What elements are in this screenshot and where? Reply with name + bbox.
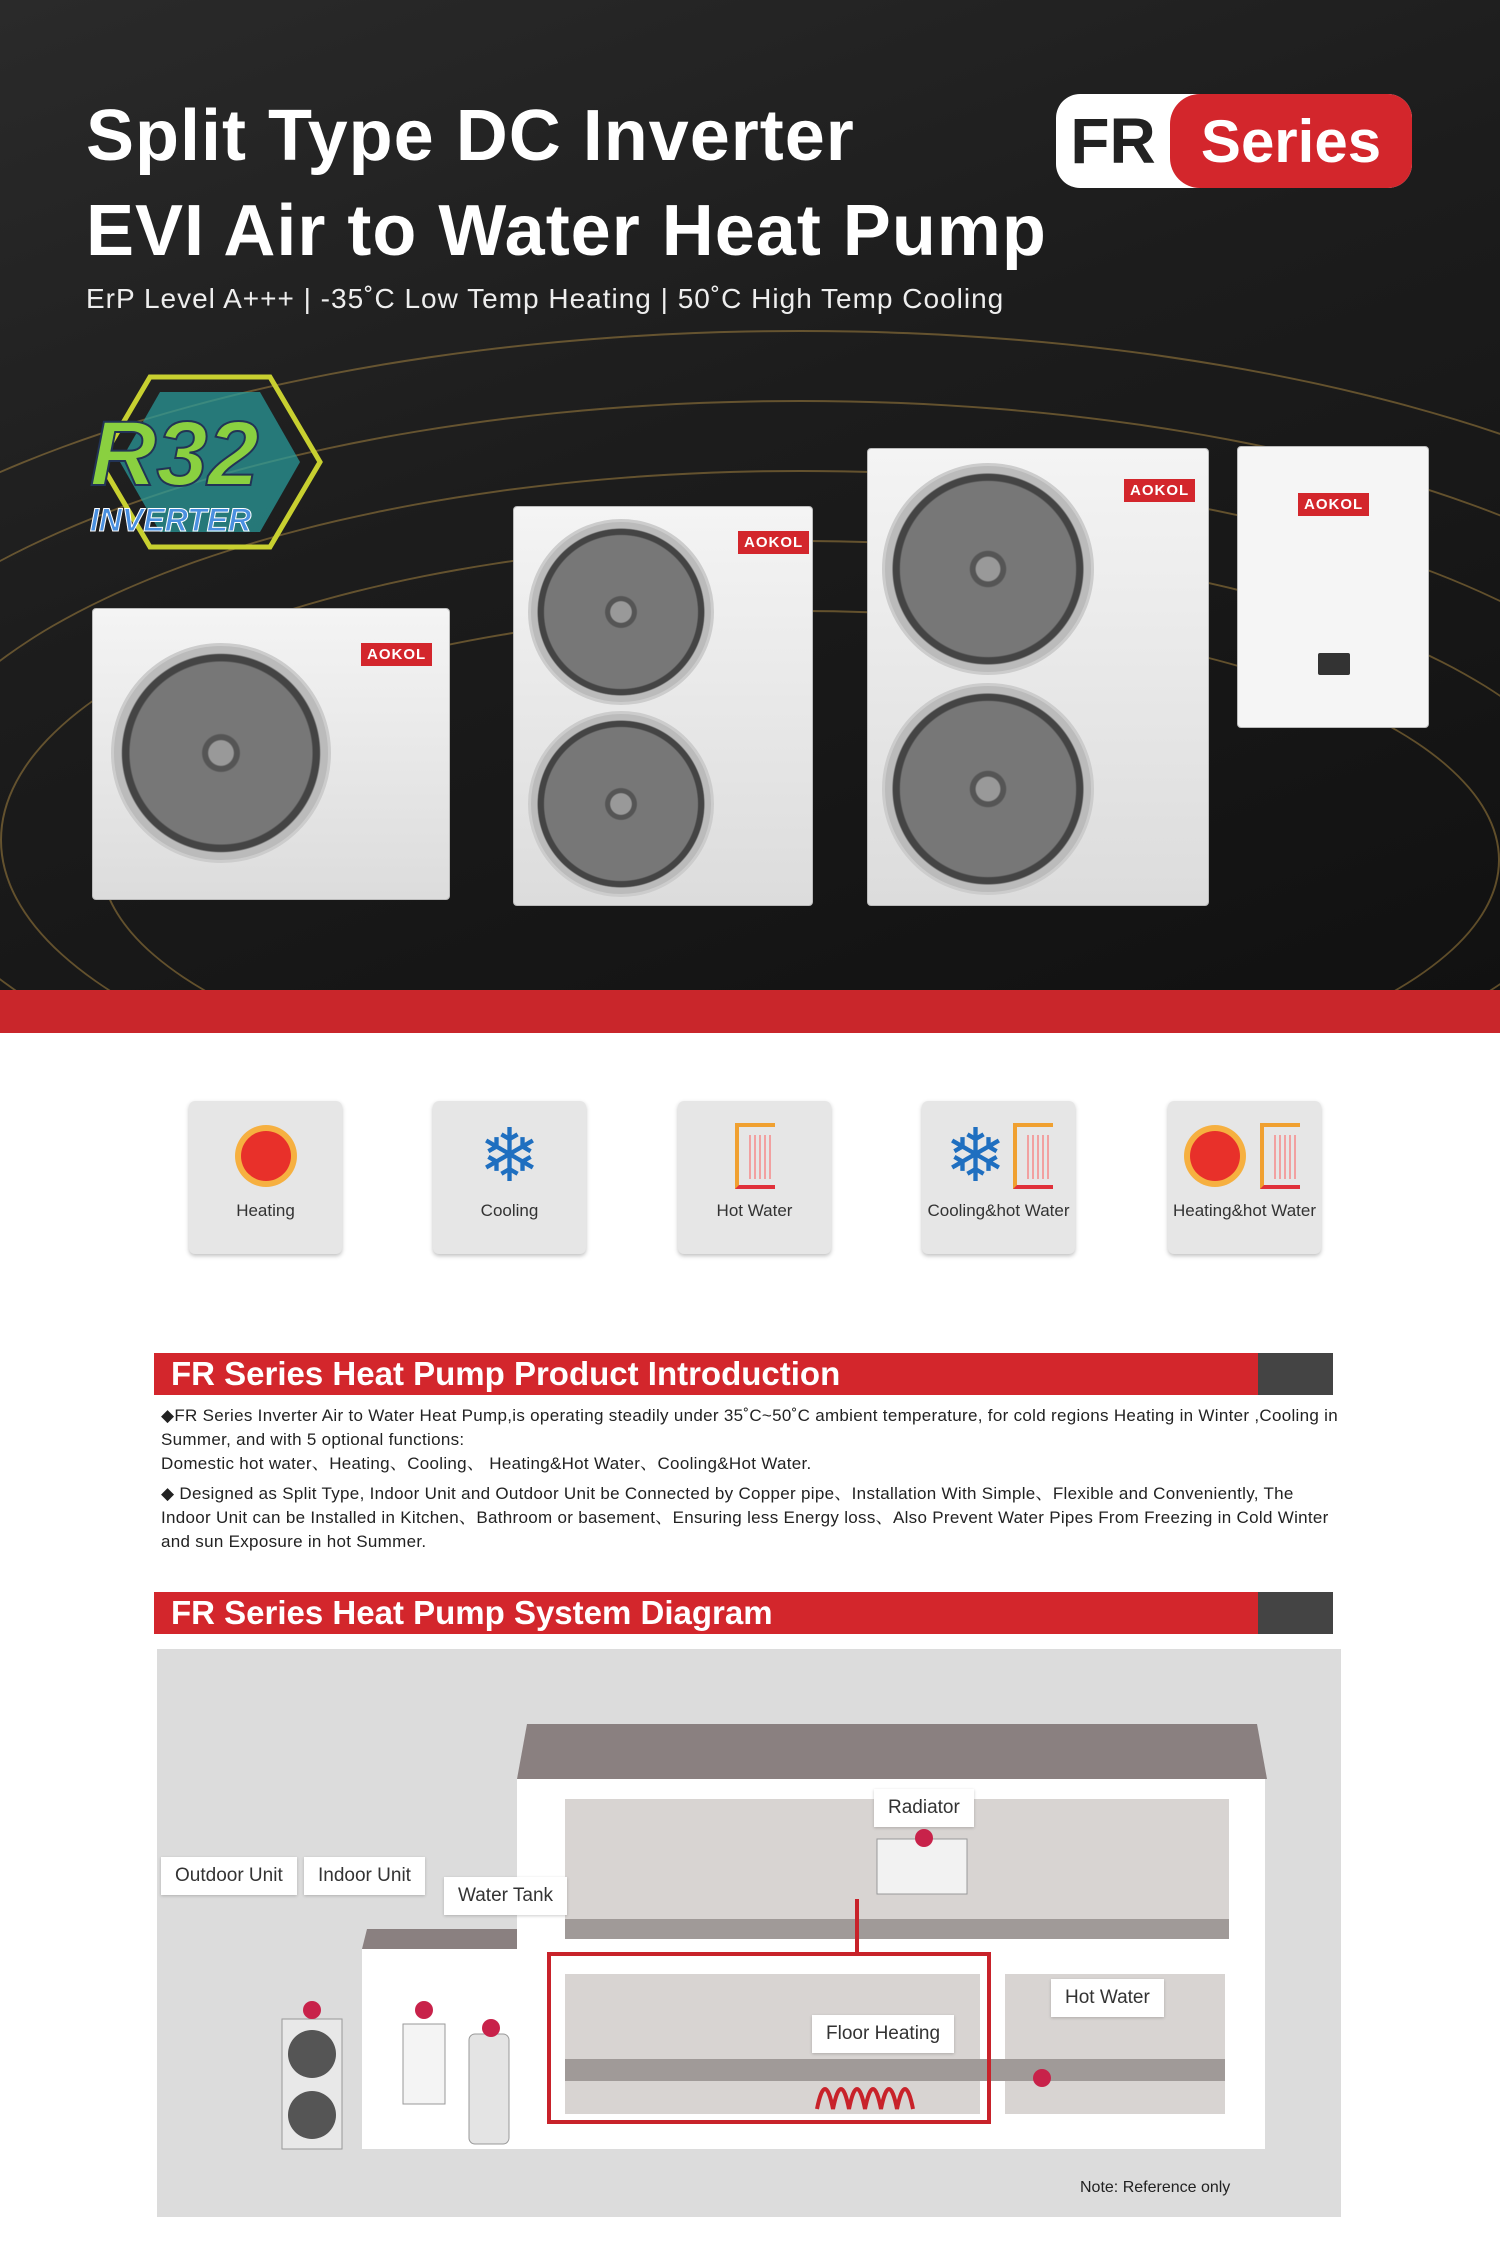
badge-series: Series bbox=[1170, 94, 1412, 188]
intro-paragraph-2: ◆ Designed as Split Type, Indoor Unit and Outdoor Unit be Connected by Copper pipe、Installation With Simple、Flexible and Conveniently, The Indoor Unit can be Installed in Kitchen、Bathroom or basement、Ensuring less Energy loss、Also Prevent Water Pipes From Freezing in Cold Winter and sun Exposure in hot Summer. bbox=[161, 1484, 1329, 1551]
feature-cooling bbox=[433, 1101, 586, 1254]
marker-dot bbox=[482, 2019, 500, 2037]
label-water-tank: Water Tank bbox=[444, 1877, 567, 1915]
indoor-unit bbox=[1237, 446, 1429, 728]
intro-heading bbox=[154, 1353, 1333, 1395]
feature-heating bbox=[189, 1101, 342, 1254]
feature-label: Heating bbox=[236, 1201, 295, 1220]
marker-dot bbox=[1033, 2069, 1051, 2087]
fan-icon bbox=[882, 463, 1094, 675]
intro-heading-text: FR Series Heat Pump Product Introduction bbox=[171, 1355, 841, 1392]
feature-heating-hot-water bbox=[1168, 1101, 1321, 1254]
r32-inverter-logo bbox=[90, 372, 326, 552]
shower-icon bbox=[1260, 1123, 1300, 1189]
outdoor-unit-large bbox=[867, 448, 1209, 906]
fan-icon bbox=[528, 711, 714, 897]
label-floor-heating: Floor Heating bbox=[812, 2015, 954, 2053]
shower-icon bbox=[735, 1123, 775, 1189]
inverter-text: INVERTER bbox=[90, 502, 252, 538]
fan-icon bbox=[111, 643, 331, 863]
feature-hot-water bbox=[678, 1101, 831, 1254]
reference-note: Note: Reference only bbox=[1080, 2179, 1231, 2196]
label-indoor-unit: Indoor Unit bbox=[304, 1857, 425, 1895]
fan-icon bbox=[528, 519, 714, 705]
feature-label: Cooling bbox=[480, 1201, 539, 1220]
intro-functions: Domestic hot water、Heating、Cooling、 Heating&Hot Water、Cooling&Hot Water. bbox=[161, 1454, 812, 1473]
intro-paragraph-1: ◆FR Series Inverter Air to Water Heat Pump,is operating steadily under 35˚C~50˚C ambient temperature, for cold regions Heating in Winter ,Cooling in Summer, and with 5 optional functions: bbox=[161, 1406, 1338, 1449]
title-line-1: Split Type DC Inverter bbox=[86, 96, 855, 176]
outdoor-unit-small bbox=[92, 608, 450, 900]
house-illustration bbox=[157, 1649, 1341, 2217]
sun-icon bbox=[241, 1131, 291, 1181]
marker-dot bbox=[303, 2001, 321, 2019]
outdoor-unit-medium bbox=[513, 506, 813, 906]
brand-logo: AOKOL bbox=[1298, 493, 1369, 516]
badge-fr: FR bbox=[1070, 105, 1156, 177]
brand-logo: AOKOL bbox=[738, 531, 809, 554]
snowflake-icon: ❄ bbox=[478, 1114, 541, 1197]
marker-dot bbox=[415, 2001, 433, 2019]
system-diagram bbox=[157, 1649, 1341, 2217]
label-outdoor-unit: Outdoor Unit bbox=[161, 1857, 297, 1895]
r32-text: R32 bbox=[90, 403, 259, 505]
fan-icon bbox=[882, 683, 1094, 895]
diagram-heading-text: FR Series Heat Pump System Diagram bbox=[171, 1594, 773, 1631]
subtitle: ErP Level A+++ | -35˚C Low Temp Heating | 50˚C High Temp Cooling bbox=[86, 283, 1005, 314]
feature-cooling-hot-water bbox=[922, 1101, 1075, 1254]
hero-banner bbox=[0, 0, 1500, 990]
feature-label: Hot Water bbox=[716, 1201, 793, 1220]
shower-icon bbox=[1013, 1123, 1053, 1189]
brand-logo: AOKOL bbox=[1124, 479, 1195, 502]
feature-label: Heating&hot Water bbox=[1173, 1201, 1316, 1220]
title-line-2: EVI Air to Water Heat Pump bbox=[86, 191, 1047, 271]
sun-icon bbox=[1190, 1131, 1240, 1181]
snowflake-icon: ❄ bbox=[944, 1114, 1007, 1197]
red-band bbox=[0, 990, 1500, 1033]
label-radiator: Radiator bbox=[874, 1789, 974, 1827]
diagram-heading bbox=[154, 1592, 1333, 1634]
brand-logo: AOKOL bbox=[361, 643, 432, 666]
feature-label: Cooling&hot Water bbox=[927, 1201, 1070, 1220]
fr-series-badge bbox=[1056, 94, 1412, 188]
label-hot-water: Hot Water bbox=[1051, 1979, 1164, 2017]
marker-dot bbox=[915, 1829, 933, 1847]
intro-text bbox=[161, 1404, 1341, 1560]
display-panel bbox=[1318, 653, 1350, 675]
